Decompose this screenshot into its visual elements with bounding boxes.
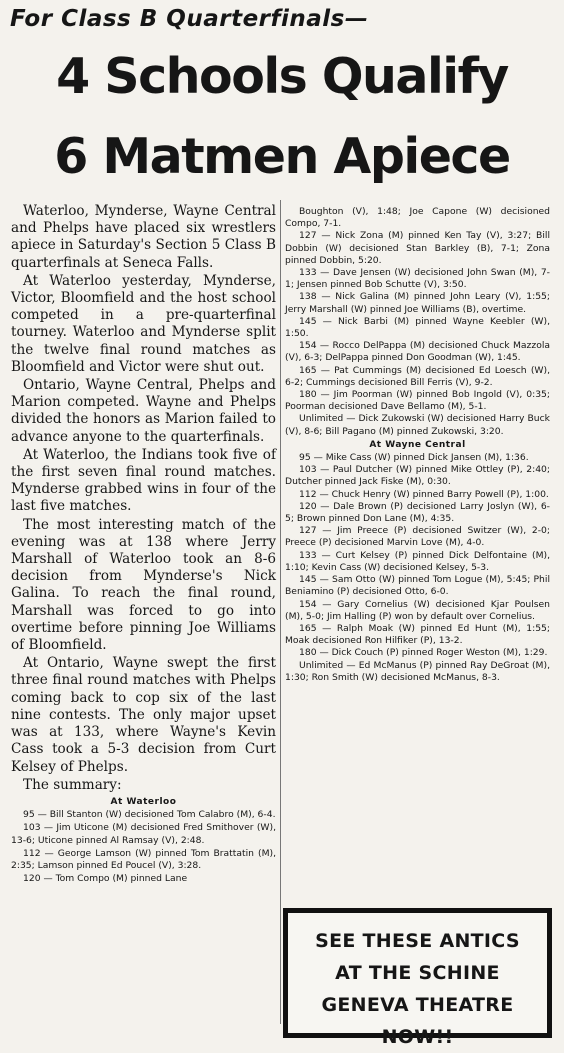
result-entry: 103 — Jim Uticone (M) decisioned Fred Smithover (W), 13-6; Uticone pinned Al Ramsay (V), 2:48. [11,822,276,846]
result-entry: 133 — Dave Jensen (W) decisioned John Swan (M), 7-1; Jensen pinned Bob Schutte (V), 3:50. [285,267,550,291]
result-entry: Unlimited — Dick Zukowski (W) decisioned Harry Buck (V), 8-6; Bill Pagano (M) pinned Zukowski, 3:20. [285,413,550,437]
column-rule [280,200,281,1024]
result-entry: 154 — Gary Cornelius (W) decisioned Kjar Poulsen (M), 5-0; Jim Halling (P) won by default over Cornelius. [285,598,550,622]
ad-line: GENEVA THEATRE [321,994,514,1016]
result-entry: 95 — Bill Stanton (W) decisioned Tom Calabro (M), 6-4. [23,809,276,821]
result-entry: 103 — Paul Dutcher (W) pinned Mike Ottley (P), 2:40; Dutcher pinned Jack Fiske (M), 0:30. [285,464,550,488]
result-entry: 127 — Jim Preece (P) decisioned Switzer (W), 2-0; Preece (P) decisioned Marvin Love (M), 4-0. [285,525,550,549]
result-entry: 180 — Jim Poorman (W) pinned Bob Ingold (V), 0:35; Poorman decisioned Dave Bellamo (M), 5-1. [285,389,550,413]
ad-line: NOW!! [381,1026,454,1048]
result-entry: 165 — Pat Cummings (M) decisioned Ed Loesch (W), 6-2; Cummings decisioned Bill Ferris (V), 9-2. [285,364,550,388]
result-entry: 112 — Chuck Henry (W) pinned Barry Powell (P), 1:00. [299,488,549,500]
story-paragraph: The most interesting match of the evening was at 138 where Jerry Marshall of Waterloo took an 8-6 decision from Mynderse's Nick Galina. To reach the final round, Marshall was forced to go into overtime before pinning Joe Williams of Bloomfield. [11,516,276,654]
result-entry: 127 — Nick Zona (M) pinned Ken Tay (V), 3:27; Bill Dobbin (W) decisioned Stan Barkley (B), 7-1; Zona pinned Dobbin, 5:20. [285,230,550,266]
result-entry: 145 — Sam Otto (W) pinned Tom Logue (M), 5:45; Phil Beniamino (P) decisioned Otto, 6-0. [285,574,550,598]
story-paragraph: Waterloo, Mynderse, Wayne Central and Phelps have placed six wrestlers apiece in Saturday's Section 5 Class B quarterfinals at Seneca Falls. [11,203,276,271]
headline-line-2: 6 Matmen Apiece [54,128,510,185]
results-heading-waterloo: At Waterloo [110,796,177,807]
story-paragraph: At Ontario, Wayne swept the first three final round matches with Phelps coming back to cop six of the last nine contests. The only major upset was at 133, where Wayne's Kevin Cass took a 5-3 decision from Curt Kelsey of Phelps. [11,655,276,775]
summary-label: The summary: [23,776,122,793]
headline-kicker: For Class B Quarterfinals— [10,6,369,32]
result-entry: 112 — George Lamson (W) pinned Tom Brattatin (M), 2:35; Lamson pinned Ed Poucel (V), 3:28. [11,847,276,871]
ad-line: AT THE SCHINE [335,962,500,984]
result-entry: 180 — Dick Couch (P) pinned Roger Weston (M), 1:29. [299,647,548,659]
results-column [285,206,550,684]
story-column [11,203,276,886]
result-entry: 120 — Dale Brown (P) decisioned Larry Joslyn (W), 6-5; Brown pinned Don Lane (M), 4:35. [285,500,550,525]
story-paragraph: Ontario, Wayne Central, Phelps and Marion competed. Wayne and Phelps divided the honors as Marion failed to advance anyone to the quarterfinals. [11,377,276,445]
result-entry: Unlimited — Ed McManus (P) pinned Ray DeGroat (M), 1:30; Ron Smith (W) decisioned McManus, 8-3. [285,659,550,683]
result-entry: 120 — Tom Compo (M) pinned Lane [23,873,188,885]
results-heading-wayne: At Wayne Central [369,439,466,450]
result-entry: 133 — Curt Kelsey (P) pinned Dick Delfontaine (M), 1:10; Kevin Cass (W) decisioned Kelsey, 5-3. [285,549,550,573]
theatre-advertisement [283,908,552,1048]
results-waterloo-left [11,796,276,885]
ad-line: SEE THESE ANTICS [315,930,520,952]
result-entry: 138 — Nick Galina (M) pinned John Leary (V), 1:55; Jerry Marshall (W) pinned Joe Williams (B), overtime. [285,291,550,315]
result-entry: 145 — Nick Barbi (M) pinned Wayne Keebler (W), 1:50. [285,315,550,340]
result-entry: 165 — Ralph Moak (W) pinned Ed Hunt (M), 1:55; Moak decisioned Ron Hilfiker (P), 13-2. [285,622,550,647]
result-entry: Boughton (V), 1:48; Joe Capone (W) decisioned Compo, 7-1. [285,206,550,230]
story-paragraph: At Waterloo, the Indians took five of the first seven final round matches. Mynderse grabbed wins in four of the last five matches. [11,446,276,515]
headline-line-1: 4 Schools Qualify [56,48,508,105]
result-entry: 95 — Mike Cass (W) pinned Dick Jansen (M), 1:36. [299,452,529,464]
result-entry: 154 — Rocco DelPappa (M) decisioned Chuck Mazzola (V), 6-3; DelPappa pinned Don Goodman (W), 1:45. [285,340,550,364]
story-paragraph: At Waterloo yesterday, Mynderse, Victor, Bloomfield and the host school competed in a pre-quarterfinal tourney. Waterloo and Mynderse split the twelve final round matches as Bloomfield and Victor were shut out. [11,272,276,375]
